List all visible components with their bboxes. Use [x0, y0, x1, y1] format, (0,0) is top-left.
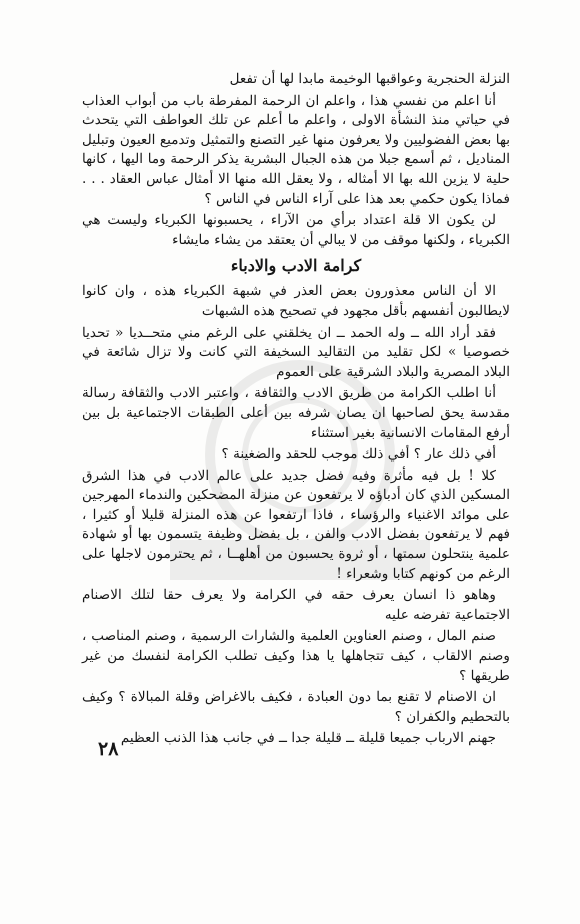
paragraph: لن يكون الا قلة اعتداد برأي من الآراء ، يحسبونها الكبرياء وليست هي الكبرياء ، ولكنها موقف من لا يبالي أن يعتقد من يشاء مايشاء — [82, 212, 510, 248]
page-text — [82, 70, 510, 751]
paragraph: الا أن الناس معذورون بعض العذر في شبهة الكبرياء هذه ، وان كانوا لايطالبون أنفسهم بأقل مجهود في تصحيح هذه الشبهات — [82, 283, 510, 319]
section-heading: كرامة الادب والادباء — [230, 256, 362, 276]
page-number: ٢٨ — [98, 738, 119, 760]
paragraph: كلا ! بل فيه مأثرة وفيه فضل جديد على عالم الادب في هذا الشرق المسكين الذي كان أدباؤه لا يرتفعون عن منزلة المضحكين والندماء المهرجين على موائد الاغنياء والرؤساء ، فاذا ارتفعوا عن هذه المنزلة قليلا أو كثيرا ، فهم لا يرتفعون بفضل الادب والفن ، بل بفضل وظيفة يتسمون بها أو شهادة علمية ينتحلون سمتها ، أو ثروة يحسبون من أهلهــا ، ثم يحترمون لاجلها على الرغم من كونهم كتابا وشعراء ! — [82, 467, 510, 582]
paragraph: جهنم الارباب جميعا قليلة ــ قليلة جدا ــ في جانب هذا الذنب العظيم — [120, 730, 496, 747]
paragraph: صنم المال ، وصنم العناوين العلمية والشارات الرسمية ، وصنم المناصب ، وصنم الالقاب ، كيف تتجاهلها يا هذا وكيف تطلب الكرامة لنفسك من غير طريقها ؟ — [82, 628, 510, 684]
paragraph: وهاهو ذا انسان يعرف حقه في الكرامة ولا يعرف حقا لتلك الاصنام الاجتماعية تفرضه عليه — [82, 587, 510, 623]
paragraph: أنا اطلب الكرامة من طريق الادب والثقافة ، واعتبر الادب والثقافة رسالة مقدسة يحق لصاحبها ان يصان شرفه بين أعلى الطبقات الاجتماعية بل بين أرفع المقامات الانسانية بغير استثناء — [82, 385, 510, 441]
paragraph: النزلة الحنجرية وعواقبها الوخيمة مابدا لها أن تفعل — [229, 71, 510, 87]
paragraph: أنا اعلم من نفسي هذا ، واعلم ان الرحمة المفرطة باب من أبواب العذاب في حياتي منذ النشأة الاولى ، واعلم ما أعلم عن تلك العواطف التي يتحدث بها بعض الفضوليين ولا يعرفون منها غير التصنع والتمثيل وتدميع العيون وتبليل المناديل ، ثم أسمع جبلا من هذه الجبال البشرية يذكر الرحمة وما اليها ، كانها حلية لا يزين الله بها الا أمثاله ، ولا يعقل الله منها الا أمثال عباس العقاد . . . فماذا يكون حكمي بعد هذا على آراء الناس في الناس ؟ — [82, 92, 510, 207]
paragraph: ان الاصنام لا تقنع بما دون العبادة ، فكيف بالاغراض وقلة المبالاة ؟ وكيف بالتحطيم والكفران ؟ — [82, 689, 510, 725]
paragraph: أفي ذلك عار ؟ أفي ذلك موجب للحقد والضغينة ؟ — [221, 446, 496, 463]
paragraph: فقد أراد الله ــ وله الحمد ــ ان يخلقني على الرغم مني متحــديا « تحديا خصوصيا » لكل تقليد من التقاليد السخيفة التي كانت ولا تزال شائعة في البلاد المصرية والبلاد الشرقية على العموم — [82, 324, 510, 380]
